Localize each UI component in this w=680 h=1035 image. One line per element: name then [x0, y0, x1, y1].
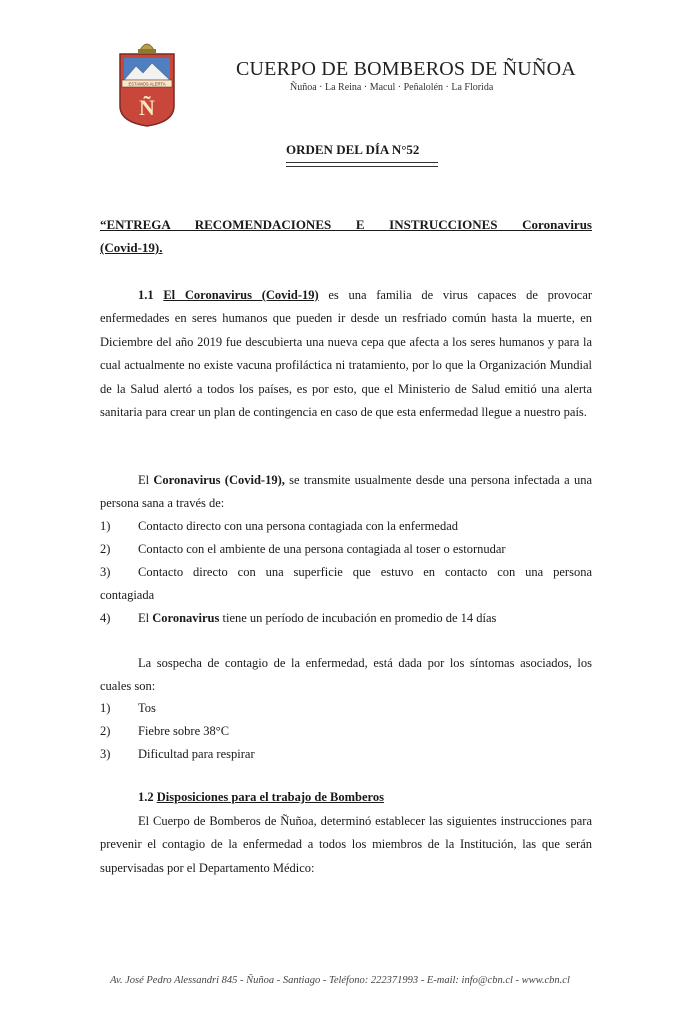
list-text: Contacto directo con una persona contagiada con la enfermedad: [138, 519, 459, 533]
section-1-2-paragraph: El Cuerpo de Bomberos de Ñuñoa, determinó establecer las siguientes instrucciones para prevenir el contagio de la enfermedad a todos los miembros de la Institución, las que serán supervisadas por el Departamento Médico:: [100, 814, 592, 875]
crest-banner-text: ESTAMOS ALERTA: [128, 81, 166, 87]
list-number: 1): [100, 519, 111, 533]
document-heading-line-2: (Covid-19).: [100, 240, 163, 255]
section-1-2-heading: [138, 790, 384, 805]
list-text: [100, 607, 592, 630]
symptom-item-3: [100, 743, 592, 766]
section-1-1-body: es una familia de virus capaces de provocar enfermedades en seres humanos que pueden ir desde un resfriado común hasta la muerte, en Diciembre del año 2019 fue descubierta una nueva cepa que afecta a los seres humanos y para la cual actualmente no existe vacuna profiláctica ni tratamiento, por lo que la Organización Mundial de la Salud alertó a todos los países, es por esto, que el Ministerio de Salud emitió una alerta sanitaria para crear un plan de contingencia en caso de que esta enfermedad llegue a nuestro país.: [100, 288, 593, 420]
page-footer: Av. José Pedro Alessandri 845 - Ñuñoa - Santiago - Teléfono: 222371993 - E-mail: info@cbn.cl - www.cbn.cl: [110, 975, 570, 986]
list-number: 4): [100, 611, 111, 625]
list-number: 3): [100, 747, 111, 761]
list-text-pre: El: [138, 611, 153, 625]
section-1-1-number: 1.1: [138, 288, 154, 302]
organization-name: CUERPO DE BOMBEROS DE ÑUÑOA: [236, 58, 576, 80]
transmission-item-1: [100, 515, 592, 538]
list-text-continuation: contagiada: [100, 588, 155, 602]
list-text-bold: Coronavirus: [152, 611, 220, 625]
section-1-1-paragraph: [100, 284, 592, 424]
fire-department-crest-logo: [116, 36, 178, 128]
list-number: 2): [100, 724, 111, 738]
transmission-item-3-continuation: [100, 584, 592, 607]
section-1-2-number: 1.2: [138, 790, 154, 804]
list-text: Dificultad para respirar: [138, 747, 255, 761]
list-number: 2): [100, 542, 111, 556]
list-text-post: tiene un período de incubación en promedio de 14 días: [219, 611, 497, 625]
organization-communes: Ñuñoa · La Reina · Macul · Peñalolén · La Florida: [290, 82, 494, 93]
section-1-1-title: El Coronavirus (Covid-19): [163, 288, 319, 302]
list-text: Fiebre sobre 38°C: [138, 724, 230, 738]
document-heading-line-1: “ENTREGA RECOMENDACIONES E INSTRUCCIONES Coronavirus: [100, 217, 592, 232]
transmission-item-3: [100, 561, 592, 584]
order-title: ORDEN DEL DÍA N°52: [286, 142, 420, 157]
list-number: 1): [100, 701, 111, 715]
crest-letter: Ñ: [139, 95, 155, 120]
transmission-intro-bold: Coronavirus (Covid-19),: [153, 473, 285, 487]
transmission-item-2: [100, 538, 592, 561]
transmission-intro: [100, 469, 592, 516]
list-text: Contacto con el ambiente de una persona contagiada al toser o estornudar: [138, 542, 506, 556]
section-1-2-title: Disposiciones para el trabajo de Bomberos: [156, 790, 384, 804]
list-number: 3): [100, 565, 111, 579]
list-text: Contacto directo con una superficie que estuvo en contacto con una persona: [138, 565, 592, 579]
transmission-item-4: [100, 607, 592, 630]
symptom-item-1: [100, 697, 592, 720]
list-text: Tos: [138, 701, 156, 715]
transmission-intro-post: se transmite usualmente desde una persona infectada a una persona sana a través de:: [100, 473, 592, 511]
symptom-item-2: [100, 720, 592, 743]
title-double-rule: [286, 162, 438, 167]
symptoms-intro: La sospecha de contagio de la enfermedad, está dada por los síntomas asociados, los cuales son:: [100, 656, 592, 694]
transmission-intro-pre: El: [138, 473, 154, 487]
